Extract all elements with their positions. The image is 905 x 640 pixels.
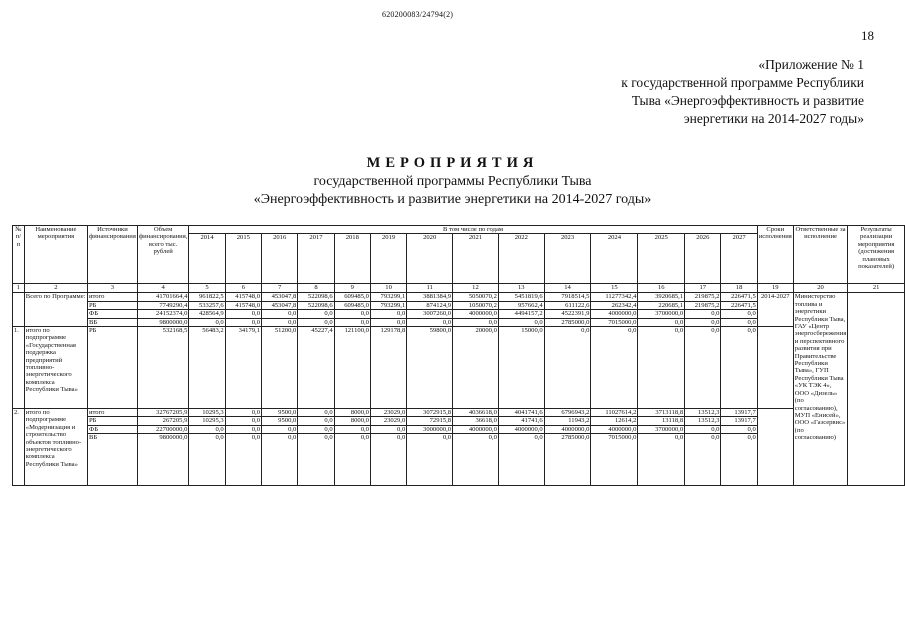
index-row <box>13 284 905 293</box>
column-index-cell: 4 <box>137 284 189 293</box>
year-value-cell: 7918514,5 <box>544 293 591 301</box>
appendix-line: энергетики на 2014-2027 годы» <box>683 111 864 126</box>
sub1-num: 1. <box>13 327 25 409</box>
year-value-cell: 0,0 <box>225 409 261 417</box>
year-value-cell: 129178,8 <box>370 327 406 409</box>
deadline-cell <box>757 409 793 486</box>
column-index-cell: 13 <box>498 284 544 293</box>
year-value-cell: 7015000,0 <box>591 434 638 486</box>
year-value-cell: 793299,1 <box>370 301 406 309</box>
year-value-cell: 0,0 <box>334 434 370 486</box>
measures-table <box>12 225 905 486</box>
column-index-cell: 5 <box>189 284 225 293</box>
year-value-cell: 0,0 <box>334 318 370 326</box>
year-value-cell: 0,0 <box>591 327 638 409</box>
subprogram-row <box>13 327 905 409</box>
year-value-cell: 3700000,0 <box>638 310 685 318</box>
year-value-cell: 4036618,0 <box>453 409 499 417</box>
year-value-cell: 219875,2 <box>685 293 721 301</box>
year-value-cell: 72915,8 <box>407 417 453 425</box>
year-value-cell: 0,0 <box>721 327 757 409</box>
year-header: 2016 <box>262 234 298 284</box>
year-header: 2022 <box>498 234 544 284</box>
year-value-cell: 0,0 <box>225 318 261 326</box>
year-value-cell: 3007260,0 <box>407 310 453 318</box>
year-header: 2023 <box>544 234 591 284</box>
year-value-cell: 34179,1 <box>225 327 261 409</box>
year-value-cell: 4041741,6 <box>498 409 544 417</box>
year-value-cell: 0,0 <box>189 434 225 486</box>
year-header: 2019 <box>370 234 406 284</box>
volume-cell: 267205,9 <box>137 417 189 425</box>
year-value-cell: 4000000,0 <box>498 425 544 433</box>
year-value-cell: 23029,0 <box>370 417 406 425</box>
appendix-line: Тыва «Энергоэффективность и развитие <box>631 93 864 108</box>
source-cell: ВБ <box>87 434 137 486</box>
year-value-cell: 793299,1 <box>370 293 406 301</box>
volume-cell: 41701664,4 <box>137 293 189 301</box>
year-value-cell: 262342,4 <box>591 301 638 309</box>
header-responsible: Ответственные за исполнение <box>793 226 848 284</box>
year-value-cell: 0,0 <box>721 425 757 433</box>
year-value-cell: 0,0 <box>498 318 544 326</box>
year-value-cell: 533257,6 <box>189 301 225 309</box>
appendix-line: к государственной программе Республики <box>621 75 864 90</box>
year-value-cell: 2785000,0 <box>544 434 591 486</box>
year-value-cell: 0,0 <box>638 318 685 326</box>
year-value-cell: 522098,6 <box>298 301 334 309</box>
column-index-cell: 3 <box>87 284 137 293</box>
year-value-cell: 0,0 <box>225 310 261 318</box>
column-index-cell: 6 <box>225 284 261 293</box>
year-value-cell: 4000000,0 <box>591 310 638 318</box>
year-value-cell: 4522391,9 <box>544 310 591 318</box>
year-value-cell: 3000000,0 <box>407 425 453 433</box>
doc-program-name: «Энергоэффективность и развитие энергетики на 2014-2027 годы» <box>253 192 652 207</box>
year-value-cell: 5451819,6 <box>498 293 544 301</box>
doc-subtitle: государственной программы Республики Тыва <box>313 174 592 189</box>
year-value-cell: 0,0 <box>685 425 721 433</box>
year-header: 2026 <box>685 234 721 284</box>
year-value-cell: 0,0 <box>721 310 757 318</box>
year-value-cell: 15000,0 <box>498 327 544 409</box>
year-value-cell: 0,0 <box>298 434 334 486</box>
year-value-cell: 0,0 <box>225 425 261 433</box>
source-cell: итого <box>87 293 137 301</box>
header-volume: Объем финансирования, всего тыс. рублей <box>137 226 189 284</box>
sub1-name: итого по подпрограмме «Государственная поддержка предприятий топливно-энергетического комплекса Республики Тыва» <box>24 327 87 409</box>
year-value-cell: 220685,1 <box>638 301 685 309</box>
year-value-cell: 0,0 <box>262 425 298 433</box>
year-value-cell: 51200,0 <box>262 327 298 409</box>
year-value-cell: 8000,0 <box>334 409 370 417</box>
year-value-cell: 0,0 <box>189 318 225 326</box>
year-value-cell: 415748,0 <box>225 293 261 301</box>
year-value-cell: 23029,0 <box>370 409 406 417</box>
year-value-cell: 41741,6 <box>498 417 544 425</box>
subprogram-row <box>13 409 905 417</box>
column-index-cell: 9 <box>334 284 370 293</box>
year-value-cell: 45227,4 <box>298 327 334 409</box>
year-value-cell: 0,0 <box>262 318 298 326</box>
year-value-cell: 13512,3 <box>685 409 721 417</box>
year-value-cell: 609485,0 <box>334 301 370 309</box>
year-value-cell: 428564,9 <box>189 310 225 318</box>
header-name: Наименование мероприятия <box>24 226 87 284</box>
year-value-cell: 13917,7 <box>721 417 757 425</box>
year-value-cell: 219875,2 <box>685 301 721 309</box>
column-index-cell: 2 <box>24 284 87 293</box>
year-value-cell: 0,0 <box>685 327 721 409</box>
year-value-cell: 3700000,0 <box>638 425 685 433</box>
source-cell: ВБ <box>87 318 137 326</box>
volume-cell: 9800000,0 <box>137 318 189 326</box>
year-header: 2014 <box>189 234 225 284</box>
year-value-cell: 8000,0 <box>334 417 370 425</box>
column-index-cell: 1 <box>13 284 25 293</box>
year-header: 2021 <box>453 234 499 284</box>
year-value-cell: 0,0 <box>685 310 721 318</box>
volume-cell: 22700000,0 <box>137 425 189 433</box>
volume-cell: 7749290,4 <box>137 301 189 309</box>
year-value-cell: 0,0 <box>225 434 261 486</box>
year-value-cell: 6796943,2 <box>544 409 591 417</box>
year-value-cell: 0,0 <box>685 434 721 486</box>
source-cell: итого <box>87 409 137 417</box>
year-value-cell: 0,0 <box>225 417 261 425</box>
year-value-cell: 3072915,8 <box>407 409 453 417</box>
volume-cell: 32767205,9 <box>137 409 189 417</box>
year-value-cell: 0,0 <box>721 318 757 326</box>
year-header: 2017 <box>298 234 334 284</box>
year-value-cell: 0,0 <box>685 318 721 326</box>
year-value-cell: 0,0 <box>262 434 298 486</box>
year-value-cell: 226471,5 <box>721 293 757 301</box>
header-num: № п/п <box>13 226 25 284</box>
year-value-cell: 4494157,2 <box>498 310 544 318</box>
results-cell <box>848 293 905 486</box>
column-index-cell: 19 <box>757 284 793 293</box>
source-cell: ФБ <box>87 425 137 433</box>
volume-cell: 532168,5 <box>137 327 189 409</box>
year-value-cell: 957662,4 <box>498 301 544 309</box>
column-index-cell: 14 <box>544 284 591 293</box>
year-value-cell: 0,0 <box>370 310 406 318</box>
year-value-cell: 0,0 <box>498 434 544 486</box>
year-value-cell: 7015000,0 <box>591 318 638 326</box>
year-value-cell: 961822,5 <box>189 293 225 301</box>
year-value-cell: 9500,0 <box>262 409 298 417</box>
source-cell: ФБ <box>87 310 137 318</box>
year-value-cell: 0,0 <box>638 434 685 486</box>
year-value-cell: 121100,0 <box>334 327 370 409</box>
sub2-num: 2. <box>13 409 25 486</box>
total-num <box>13 293 25 327</box>
column-index-cell: 15 <box>591 284 638 293</box>
total-row <box>13 293 905 301</box>
year-value-cell: 0,0 <box>334 425 370 433</box>
year-value-cell: 11943,2 <box>544 417 591 425</box>
source-cell: РБ <box>87 327 137 409</box>
appendix-header <box>464 56 864 128</box>
year-value-cell: 0,0 <box>189 425 225 433</box>
year-value-cell: 20000,0 <box>453 327 499 409</box>
header-deadline: Сроки исполнения <box>757 226 793 284</box>
year-header: 2027 <box>721 234 757 284</box>
column-index-cell: 18 <box>721 284 757 293</box>
year-value-cell: 0,0 <box>298 417 334 425</box>
year-value-cell: 0,0 <box>298 318 334 326</box>
year-value-cell: 2785000,0 <box>544 318 591 326</box>
volume-cell: 24152374,0 <box>137 310 189 318</box>
year-value-cell: 0,0 <box>334 310 370 318</box>
year-value-cell: 0,0 <box>298 310 334 318</box>
year-value-cell: 0,0 <box>638 327 685 409</box>
column-index-cell: 10 <box>370 284 406 293</box>
year-value-cell: 609485,0 <box>334 293 370 301</box>
year-value-cell: 0,0 <box>544 327 591 409</box>
year-value-cell: 5050070,2 <box>453 293 499 301</box>
year-value-cell: 13917,7 <box>721 409 757 417</box>
year-value-cell: 4000000,0 <box>453 310 499 318</box>
year-value-cell: 0,0 <box>407 434 453 486</box>
year-value-cell: 12614,2 <box>591 417 638 425</box>
total-name: Всего по Программе: <box>24 293 87 327</box>
year-value-cell: 0,0 <box>298 425 334 433</box>
year-value-cell: 13118,8 <box>638 417 685 425</box>
year-value-cell: 453047,8 <box>262 293 298 301</box>
column-index-cell: 8 <box>298 284 334 293</box>
year-value-cell: 3881384,9 <box>407 293 453 301</box>
year-value-cell: 10295,3 <box>189 409 225 417</box>
header-source: Источники финансирования <box>87 226 137 284</box>
source-cell: РБ <box>87 417 137 425</box>
deadline-cell: 2014-2027 <box>757 293 793 327</box>
year-value-cell: 59800,0 <box>407 327 453 409</box>
year-value-cell: 0,0 <box>370 434 406 486</box>
column-index-cell: 11 <box>407 284 453 293</box>
year-value-cell: 415748,0 <box>225 301 261 309</box>
year-header: 2015 <box>225 234 261 284</box>
year-value-cell: 0,0 <box>407 318 453 326</box>
year-value-cell: 13512,3 <box>685 417 721 425</box>
year-value-cell: 0,0 <box>721 434 757 486</box>
year-value-cell: 56483,2 <box>189 327 225 409</box>
year-value-cell: 453047,8 <box>262 301 298 309</box>
header-row <box>13 226 905 234</box>
year-value-cell: 4000000,0 <box>591 425 638 433</box>
year-value-cell: 226471,5 <box>721 301 757 309</box>
source-cell: РБ <box>87 301 137 309</box>
year-header: 2020 <box>407 234 453 284</box>
year-value-cell: 4000000,0 <box>544 425 591 433</box>
year-value-cell: 0,0 <box>298 409 334 417</box>
year-value-cell: 0,0 <box>370 425 406 433</box>
year-value-cell: 522098,6 <box>298 293 334 301</box>
column-index-cell: 12 <box>453 284 499 293</box>
year-value-cell: 11277342,4 <box>591 293 638 301</box>
year-value-cell: 11027614,2 <box>591 409 638 417</box>
year-header: 2025 <box>638 234 685 284</box>
appendix-line: «Приложение № 1 <box>758 57 864 72</box>
volume-cell: 9800000,0 <box>137 434 189 486</box>
doc-title: МЕРОПРИЯТИЯ <box>366 155 539 171</box>
year-value-cell: 9500,0 <box>262 417 298 425</box>
year-header: 2018 <box>334 234 370 284</box>
year-value-cell: 1050070,2 <box>453 301 499 309</box>
year-value-cell: 10295,3 <box>189 417 225 425</box>
header-years-group: В том числе по годам <box>189 226 757 234</box>
year-value-cell: 3713118,8 <box>638 409 685 417</box>
year-value-cell: 0,0 <box>262 310 298 318</box>
year-value-cell: 611122,6 <box>544 301 591 309</box>
sub2-name: итого по подпрограмме «Модернизация и строительство объектов топливно-энергетического комплекса Республики Тыва» <box>24 409 87 486</box>
responsible-cell: Министерство топлива и энергетики Республики Тыва, ГАУ «Центр энергосбережения и перспективного развития при Правительстве Республики Тыва», ГУП Республики Тыва «УК ТЭК 4», ООО «Дизель» (по согласованию), МУП «Енисей», ООО «Газсервис» (по согласованию) <box>793 293 848 486</box>
deadline-cell <box>757 327 793 409</box>
year-value-cell: 0,0 <box>453 318 499 326</box>
column-index-cell: 7 <box>262 284 298 293</box>
column-index-cell: 21 <box>848 284 905 293</box>
year-value-cell: 4000000,0 <box>453 425 499 433</box>
header-results: Результаты реализации мероприятия (достижения плановых показателей) <box>848 226 905 284</box>
year-header: 2024 <box>591 234 638 284</box>
column-index-cell: 16 <box>638 284 685 293</box>
year-value-cell: 874124,9 <box>407 301 453 309</box>
document-id: 620200083/24794(2) <box>382 10 454 19</box>
column-index-cell: 17 <box>685 284 721 293</box>
year-value-cell: 0,0 <box>453 434 499 486</box>
year-value-cell: 3920685,1 <box>638 293 685 301</box>
column-index-cell: 20 <box>793 284 848 293</box>
year-value-cell: 0,0 <box>370 318 406 326</box>
page-number: 18 <box>861 28 874 43</box>
year-value-cell: 36618,0 <box>453 417 499 425</box>
